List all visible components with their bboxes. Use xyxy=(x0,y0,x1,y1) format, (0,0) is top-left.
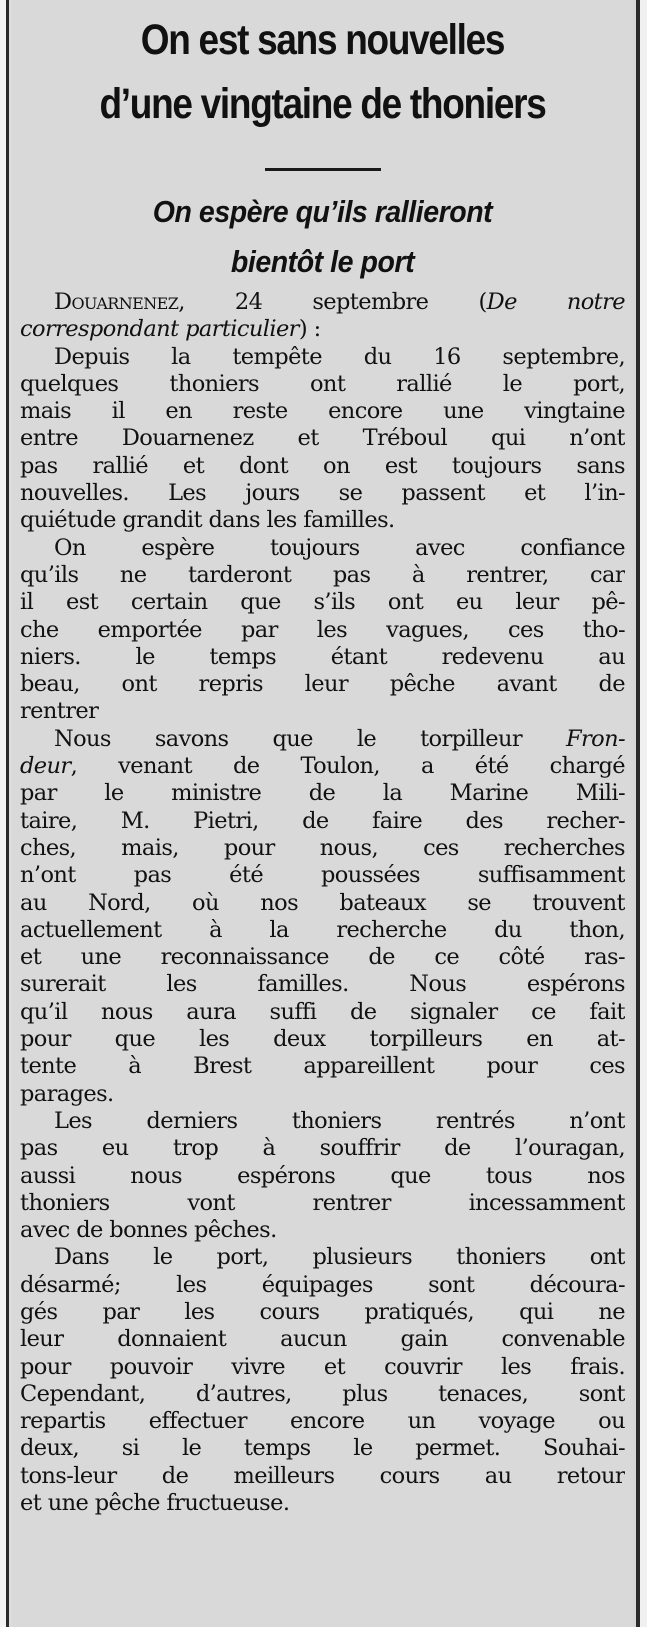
paragraph-line: n’ont pas été poussées suffisamment xyxy=(20,862,625,889)
paragraph-line: actuellement à la recherche du thon, xyxy=(20,916,625,943)
dateline-place: Douarnenez xyxy=(54,289,179,315)
dateline-date: , 24 septembre ( xyxy=(178,289,487,315)
paragraph-line: repartis effectuer encore un voyage ou xyxy=(20,1408,625,1435)
subheadline-line-1: On espère qu’ils rallieront xyxy=(152,194,493,229)
paragraph-3-suffix: , venant de Toulon, a été chargé xyxy=(70,753,625,780)
ship-name-part-1: Fron- xyxy=(565,725,625,752)
headline-line-1: On est sans nouvelles xyxy=(140,16,505,64)
subheadline-line-2: bientôt le port xyxy=(230,244,415,279)
paragraph-line: pas eu trop à souffrir de l’ouragan, xyxy=(20,1135,625,1162)
paragraph-line: Les derniers thoniers rentrés n’ont xyxy=(54,1107,625,1134)
paragraph-line: désarmé; les équipages sont découra- xyxy=(20,1271,625,1298)
paragraph-line: nouvelles. Les jours se passent et l’in- xyxy=(20,480,625,507)
dateline-source-2: correspondant particulier xyxy=(20,316,299,343)
paragraph-line: niers. le temps étant redevenu au xyxy=(20,643,625,670)
paragraph-line: mais il en reste encore une vingtaine xyxy=(20,398,625,425)
paragraph-line: thoniers vont rentrer incessamment xyxy=(20,1189,625,1216)
paragraph-2 xyxy=(20,535,625,726)
paragraph-line: Cependant, d’autres, plus tenaces, sont xyxy=(20,1380,625,1407)
ship-name-part-2: deur xyxy=(20,753,71,780)
dateline xyxy=(20,289,625,316)
paragraph-line: deux, si le temps le permet. Souhai- xyxy=(20,1435,625,1462)
paragraph-line: quiétude grandit dans les familles. xyxy=(20,507,395,534)
paragraph-line: entre Douarnenez et Tréboul qui n’ont xyxy=(20,425,625,452)
paragraph-line: Depuis la tempête du 16 septembre, xyxy=(54,343,625,370)
paragraph-line: surerait les familles. Nous espérons xyxy=(20,971,625,998)
article-body xyxy=(20,289,625,1517)
paragraph-line: ches, mais, pour nous, ces recherches xyxy=(20,834,625,861)
dateline-source-1: De notre xyxy=(486,289,625,315)
paragraph-1 xyxy=(20,344,625,535)
headline-divider xyxy=(265,168,381,171)
paragraph-line: taire, M. Pietri, de faire des recher- xyxy=(20,807,625,834)
paragraph-line: gés par les cours pratiqués, qui ne xyxy=(20,1298,625,1325)
page-left-border xyxy=(0,0,12,1627)
paragraph-line: parages. xyxy=(20,1080,114,1107)
paragraph-3-prefix: Nous savons que le torpilleur xyxy=(54,725,566,752)
paragraph-line: pas rallié et dont on est toujours sans xyxy=(20,452,625,479)
paragraph-line: quelques thoniers ont rallié le port, xyxy=(20,370,625,397)
paragraph-line: beau, ont repris leur pêche avant de xyxy=(20,671,625,698)
paragraph-5 xyxy=(20,1244,625,1517)
dateline-close: ) : xyxy=(298,316,321,343)
paragraph-line: tente à Brest appareillent pour ces xyxy=(20,1053,625,1080)
paragraph-line: qu’ils ne tarderont pas à rentrer, car xyxy=(20,561,625,588)
paragraph-line: tons-leur de meilleurs cours au retour xyxy=(20,1462,625,1489)
paragraph-line: pour que les deux torpilleurs en at- xyxy=(20,1026,625,1053)
paragraph-line: par le ministre de la Marine Mili- xyxy=(20,780,625,807)
paragraph-line: aussi nous espérons que tous nos xyxy=(20,1162,625,1189)
paragraph-line xyxy=(20,753,625,780)
paragraph-line: et une pêche fructueuse. xyxy=(20,1490,290,1517)
paragraph-3 xyxy=(20,726,625,1108)
page-right-border xyxy=(633,0,647,1627)
paragraph-line: leur donnaient aucun gain convenable xyxy=(20,1326,625,1353)
paragraph-line: qu’il nous aura suffi de signaler ce fait xyxy=(20,998,625,1025)
paragraph-line xyxy=(20,726,625,753)
paragraph-line: pour pouvoir vivre et couvrir les frais. xyxy=(20,1353,625,1380)
paragraph-line: avec de bonnes pêches. xyxy=(20,1217,277,1244)
headline-line-2: d’une vingtaine de thoniers xyxy=(99,80,546,128)
dateline-continued xyxy=(20,316,625,343)
subheadline xyxy=(44,187,601,287)
paragraph-line: rentrer xyxy=(20,698,99,725)
paragraph-4 xyxy=(20,1108,625,1244)
paragraph-line: au Nord, où nos bateaux se trouvent xyxy=(20,889,625,916)
paragraph-line: Dans le port, plusieurs thoniers ont xyxy=(54,1244,625,1271)
paragraph-line: il est certain que s’ils ont eu leur pê- xyxy=(20,589,625,616)
paragraph-line: On espère toujours avec confiance xyxy=(54,534,625,561)
headline xyxy=(62,0,582,136)
paragraph-line: et une reconnaissance de ce côté ras- xyxy=(20,944,625,971)
newspaper-article xyxy=(20,0,625,1627)
paragraph-line: che emportée par les vagues, ces tho- xyxy=(20,616,625,643)
